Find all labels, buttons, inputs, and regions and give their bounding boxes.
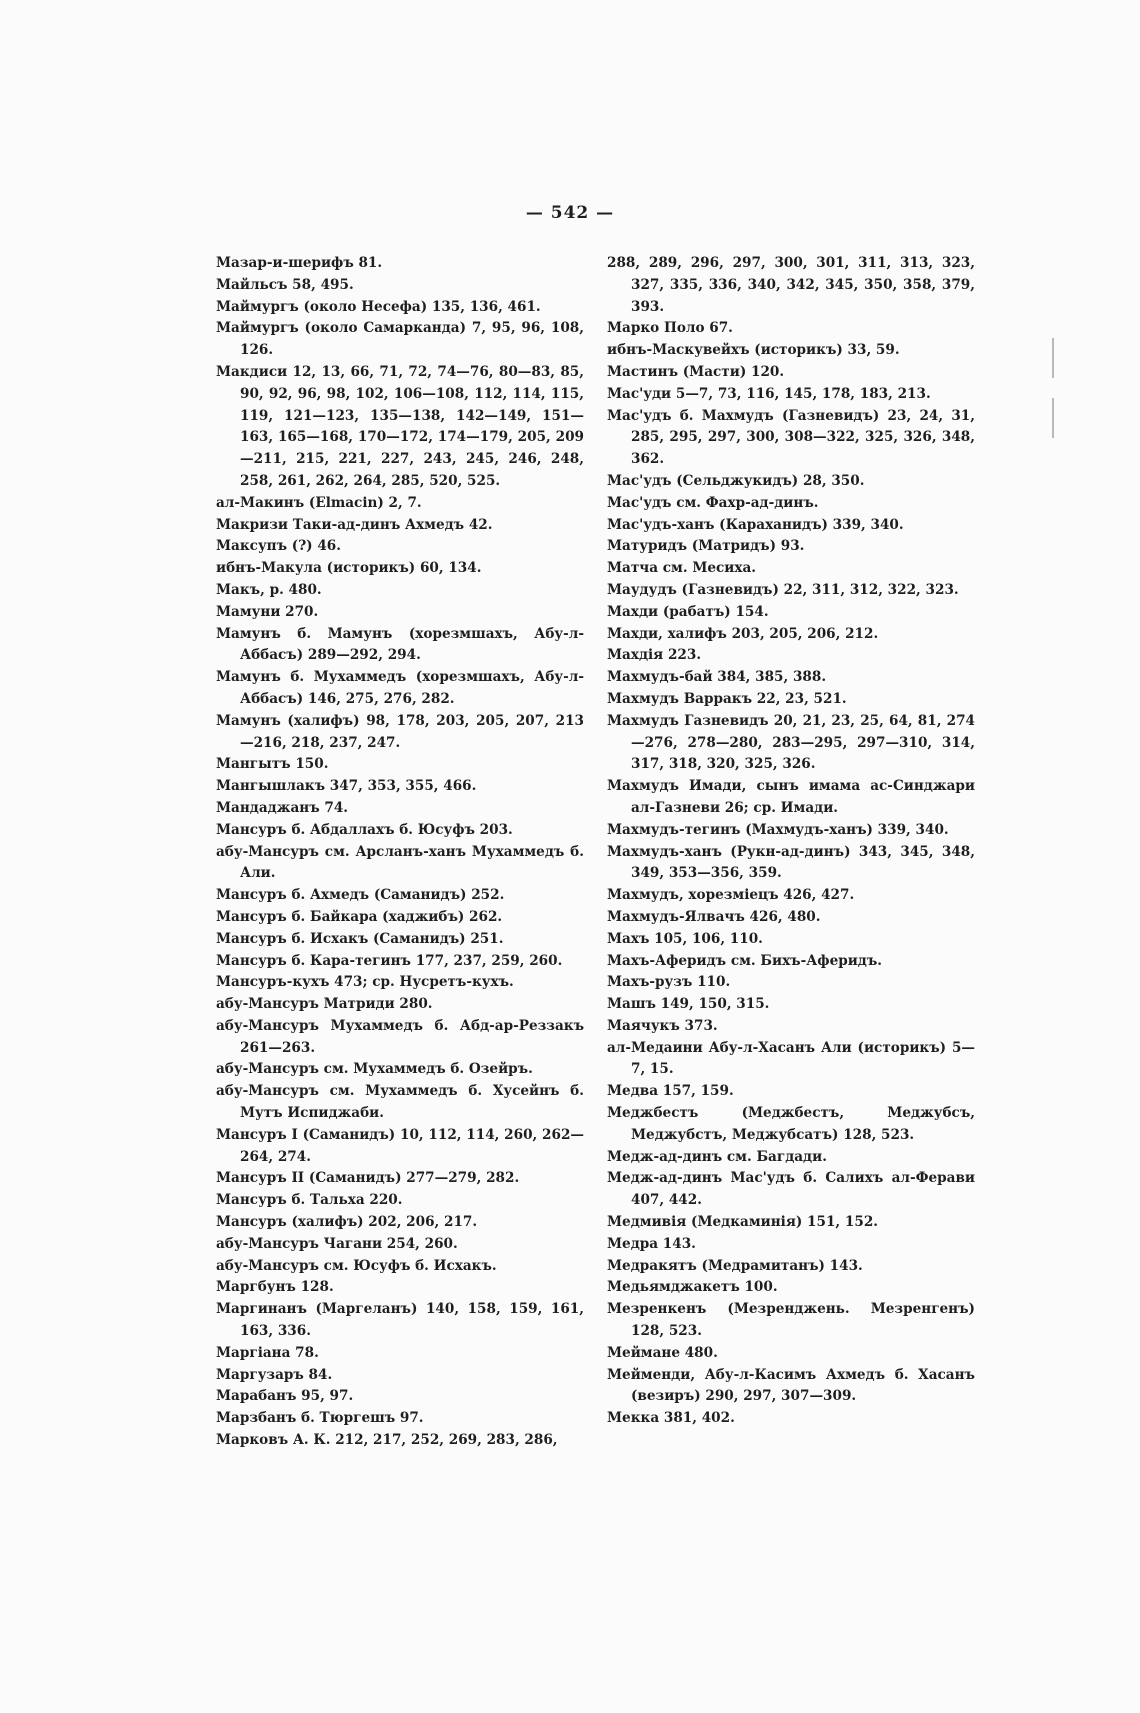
index-entry: Мазар-и-шерифъ 81. [216, 255, 383, 271]
index-entry: Меймане 480. [607, 1344, 718, 1361]
index-entry: Мансуръ II (Саманидъ) 277—279, 282. [216, 1170, 520, 1187]
index-entry: Маячукъ 373. [607, 1017, 718, 1034]
index-entry: Мандаджанъ 74. [216, 799, 349, 816]
index-entry: Мансуръ б. Исхакъ (Саманидъ) 251. [216, 930, 504, 947]
index-entry: Мансуръ б. Байкара (хаджибъ) 262. [216, 908, 503, 925]
index-entry: Марзбанъ б. Тюргешъ 97. [216, 1410, 424, 1427]
index-entry: Матуридъ (Матридъ) 93. [607, 538, 805, 555]
index-entry: Маудудъ (Газневидъ) 22, 311, 312, 322, 323. [607, 581, 959, 598]
index-entry: Медмивія (Медкаминія) 151, 152. [607, 1214, 879, 1231]
index-entry: Махмудъ-тегинъ (Махмудъ-ханъ) 339, 340. [607, 821, 949, 838]
index-entry: Майльсъ 58, 495. [216, 276, 354, 293]
index-entry: Мезренкенъ (Мезренджень. Мезренгенъ) 128, 523. [607, 1301, 975, 1340]
index-entry: Мас'удъ-ханъ (Караханидъ) 339, 340. [607, 516, 904, 533]
index-entry: Махмудъ Газневидъ 20, 21, 23, 25, 64, 81, 274—276, 278—280, 283—295, 297—310, 314, 317, 318, 320, 325, 326. [607, 712, 975, 773]
page-number: — 542 — [525, 203, 615, 223]
index-entry: Машъ 149, 150, 315. [607, 996, 770, 1013]
index-entry: Мансуръ б. Тальха 220. [216, 1192, 403, 1209]
index-entry: Мамунъ б. Мамунъ (хорезмшахъ, Абу-л-Аббасъ) 289—292, 294. [216, 625, 584, 664]
index-entry: Мейменди, Абу-л-Касимъ Ахмедъ б. Хасанъ (везиръ) 290, 297, 307—309. [607, 1366, 975, 1405]
index-entry: Мастинъ (Масти) 120. [607, 363, 785, 380]
index-entry: Мансуръ I (Саманидъ) 10, 112, 114, 260, 262—264, 274. [216, 1126, 584, 1165]
index-entry: Махди (рабатъ) 154. [607, 603, 769, 620]
index-entry: Макъ, р. 480. [216, 581, 322, 598]
index-entry: ал-Медаини Абу-л-Хасанъ Али (историкъ) 5—7, 15. [607, 1039, 975, 1078]
index-entry: абу-Мансуръ Матриди 280. [216, 996, 433, 1013]
index-entry: абу-Мансуръ см. Мухаммедъ б. Озейръ. [216, 1061, 533, 1078]
right-index-column [607, 253, 975, 1430]
index-entry: Медракятъ (Медрамитанъ) 143. [607, 1257, 863, 1274]
index-entry: абу-Мансуръ см. Мухаммедъ б. Хусейнъ б. Мутъ Испиджаби. [216, 1083, 584, 1122]
index-entry: Мансуръ б. Абдаллахъ б. Юсуфъ 203. [216, 821, 513, 838]
index-entry: Мамуни 270. [216, 603, 319, 620]
index-entry: Мас'удъ б. Махмудъ (Газневидъ) 23, 24, 31, 285, 295, 297, 300, 308—322, 325, 326, 348, 362. [607, 407, 975, 468]
index-entry: Маргіана 78. [216, 1344, 319, 1361]
index-entry: Маргинанъ (Маргеланъ) 140, 158, 159, 161, 163, 336. [216, 1301, 584, 1340]
index-entry: Меджбестъ (Меджбестъ, Меджубсъ, Меджубстъ, Меджубсатъ) 128, 523. [607, 1105, 975, 1143]
index-entry: Махмудъ-ханъ (Рукн-ад-динъ) 343, 345, 348, 349, 353—356, 359. [607, 843, 975, 882]
index-entry: Макдиси 12, 13, 66, 71, 72, 74—76, 80—83, 85, 90, 92, 96, 98, 102, 106—108, 112, 114, 115, 119, 121—123, 135—138, 142—149, 151—163, 165—168, 170—172, 174—179, 205, 209—211, 215, 221, 227, 243, 245, 246, 248, 258, 261, 262, 264, 285, 520, 525. [216, 363, 584, 489]
index-entry: Мансуръ б. Ахмедъ (Саманидъ) 252. [216, 887, 505, 904]
index-entry: Мансуръ (халифъ) 202, 206, 217. [216, 1214, 478, 1231]
index-entry: абу-Мансуръ Чагани 254, 260. [216, 1235, 458, 1252]
index-entry: Маргбунъ 128. [216, 1279, 334, 1296]
index-entry: Мас'уди 5—7, 73, 116, 145, 178, 183, 213. [607, 385, 931, 402]
index-entry: Маргузаръ 84. [216, 1366, 333, 1383]
index-entry: Махъ-рузъ 110. [607, 974, 731, 991]
index-entry: ал-Макинъ (Elmacin) 2, 7. [216, 494, 422, 511]
index-entry: абу-Мансуръ см. Арсланъ-ханъ Мухаммедъ б. Али. [216, 843, 584, 882]
index-entry: Мамунъ б. Мухаммедъ (хорезмшахъ, Абу-л-Аббасъ) 146, 275, 276, 282. [216, 669, 584, 707]
margin-mark [1052, 338, 1054, 378]
index-entry: Маймургъ (около Самарканда) 7, 95, 96, 108, 126. [216, 320, 584, 359]
index-entry: Махмудъ Варракъ 22, 23, 521. [607, 690, 847, 707]
index-entry: Макризи Таки-ад-динъ Ахмедъ 42. [216, 516, 493, 533]
index-entry: Мас'удъ см. Фахр-ад-динъ. [607, 494, 819, 511]
index-entry: ибнъ-Маскувейхъ (историкъ) 33, 59. [607, 342, 900, 359]
index-entry: Мансуръ б. Кара-тегинъ 177, 237, 259, 260. [216, 952, 563, 969]
index-entry: Махмудъ-бай 384, 385, 388. [607, 669, 827, 686]
index-entry: Махъ 105, 106, 110. [607, 930, 763, 947]
index-entry: Матча см. Месиха. [607, 560, 757, 577]
index-entry: абу-Мансуръ Мухаммедъ б. Абд-ар-Реззакъ 261—263. [216, 1017, 584, 1056]
index-entry: Махмудъ, хорезміецъ 426, 427. [607, 887, 855, 904]
index-entry: Мангышлакъ 347, 353, 355, 466. [216, 778, 477, 795]
left-index-column [216, 253, 584, 1452]
index-entry: Марко Поло 67. [607, 320, 733, 337]
index-entry: Махди, халифъ 203, 205, 206, 212. [607, 625, 879, 642]
index-entry: Медьямджакетъ 100. [607, 1279, 778, 1296]
index-entry: Маймургъ (около Несефа) 135, 136, 461. [216, 298, 541, 315]
index-entry: Мансуръ-кухъ 473; ср. Нусретъ-кухъ. [216, 974, 514, 991]
index-entry: Мангытъ 150. [216, 756, 329, 773]
index-entry: Мамунъ (халифъ) 98, 178, 203, 205, 207, 213—216, 218, 237, 247. [216, 712, 584, 751]
index-entry: абу-Мансуръ см. Юсуфъ б. Исхакъ. [216, 1257, 497, 1274]
index-entry: ибнъ-Макула (историкъ) 60, 134. [216, 560, 482, 577]
index-entry: Махмудъ Имади, сынъ имама ас-Синджари ал-Газневи 26; ср. Имади. [607, 778, 975, 816]
index-entry: Максупъ (?) 46. [216, 538, 341, 555]
index-entry: Мекка 381, 402. [607, 1410, 735, 1427]
index-entry: Махъ-Аферидъ см. Бихъ-Аферидъ. [607, 952, 883, 969]
index-entry: Махмудъ-Ялвачъ 426, 480. [607, 908, 821, 925]
index-entry: Марабанъ 95, 97. [216, 1388, 354, 1405]
index-entry: Мас'удъ (Сельджукидъ) 28, 350. [607, 472, 865, 489]
index-entry: Марковъ А. К. 212, 217, 252, 269, 283, 286, [216, 1432, 558, 1449]
index-entry: 288, 289, 296, 297, 300, 301, 311, 313, 323, 327, 335, 336, 340, 342, 345, 350, 358, 379, 393. [607, 255, 975, 315]
index-entry: Медва 157, 159. [607, 1083, 734, 1100]
index-entry: Медж-ад-динъ Мас'удъ б. Салихъ ал-Ферави 407, 442. [607, 1170, 975, 1209]
index-entry: Махдія 223. [607, 647, 702, 664]
index-entry: Медра 143. [607, 1235, 696, 1252]
margin-mark [1052, 398, 1054, 438]
index-entry: Медж-ад-динъ см. Багдади. [607, 1148, 827, 1165]
